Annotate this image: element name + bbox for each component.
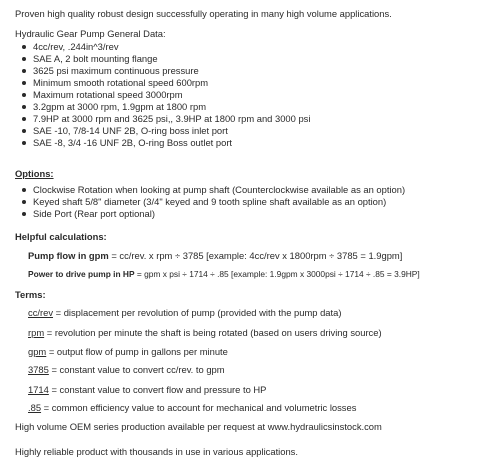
option-item: Clockwise Rotation when looking at pump shaft (Counterclockwise available as an option) <box>20 184 405 196</box>
flow-formula-text: = cc/rev. x rpm ÷ 3785 [example: 4cc/rev x 1800rpm ÷ 3785 = 1.9gpm] <box>108 250 403 261</box>
option-item: Keyed shaft 5/8" diameter (3/4" keyed and 9 tooth spline shaft available as an option) <box>20 196 405 208</box>
spec-item: 3.2gpm at 3000 rpm, 1.9gpm at 1800 rpm <box>20 101 310 113</box>
term-item <box>28 384 266 396</box>
general-data-title: Hydraulic Gear Pump General Data: <box>15 28 166 39</box>
spec-item: SAE A, 2 bolt mounting flange <box>20 53 310 65</box>
term-item <box>28 402 356 414</box>
term-key: rpm <box>28 327 45 338</box>
term-item <box>28 327 382 339</box>
oem-text: High volume OEM series production available per request at www.hydraulicsinstock.com <box>15 421 382 432</box>
spec-item: 3625 psi maximum continuous pressure <box>20 65 310 77</box>
term-key: 3785 <box>28 364 49 375</box>
term-key: cc/rev <box>28 307 54 318</box>
flow-formula <box>28 250 402 262</box>
options-title: Options: <box>15 168 54 179</box>
term-desc: = output flow of pump in gallons per minute <box>46 346 228 357</box>
power-formula <box>28 269 420 280</box>
term-key: 1714 <box>28 384 49 395</box>
term-desc: = common efficiency value to account for mechanical and volumetric losses <box>41 402 357 413</box>
calculations-title: Helpful calculations: <box>15 231 107 242</box>
term-desc: = constant value to convert cc/rev. to gpm <box>48 364 225 375</box>
power-formula-text: = gpm x psi ÷ 1714 ÷ .85 [example: 1.9gpm x 3000psi ÷ 1714 ÷ .85 = 3.9HP] <box>134 269 420 279</box>
option-item: Side Port (Rear port optional) <box>20 208 405 220</box>
spec-item: 7.9HP at 3000 rpm and 3625 psi,, 3.9HP at 1800 rpm and 3000 psi <box>20 113 310 125</box>
options-list <box>20 184 405 220</box>
term-desc: = displacement per revolution of pump (provided with the pump data) <box>53 307 342 318</box>
term-key: gpm <box>28 346 47 357</box>
spec-item: Maximum rotational speed 3000rpm <box>20 89 310 101</box>
spec-item: SAE -10, 7/8-14 UNF 2B, O-ring boss inlet port <box>20 125 310 137</box>
term-item <box>28 307 341 319</box>
general-data-list <box>20 41 310 149</box>
terms-title: Terms: <box>15 289 46 300</box>
term-item <box>28 346 228 358</box>
power-label: Power to drive pump in HP <box>28 269 135 279</box>
spec-item: Minimum smooth rotational speed 600rpm <box>20 77 310 89</box>
spec-item: SAE -8, 3/4 -16 UNF 2B, O-ring Boss outlet port <box>20 137 310 149</box>
term-desc: = revolution per minute the shaft is being rotated (based on users driving source) <box>44 327 382 338</box>
term-key: .85 <box>28 402 42 413</box>
term-desc: = constant value to convert flow and pressure to HP <box>48 384 267 395</box>
reliability-text: Highly reliable product with thousands in use in various applications. <box>15 446 298 457</box>
flow-label: Pump flow in gpm <box>28 250 109 261</box>
spec-item: 4cc/rev, .244in^3/rev <box>20 41 310 53</box>
term-item <box>28 364 225 376</box>
intro-text: Proven high quality robust design successfully operating in many high volume applications. <box>15 8 392 19</box>
